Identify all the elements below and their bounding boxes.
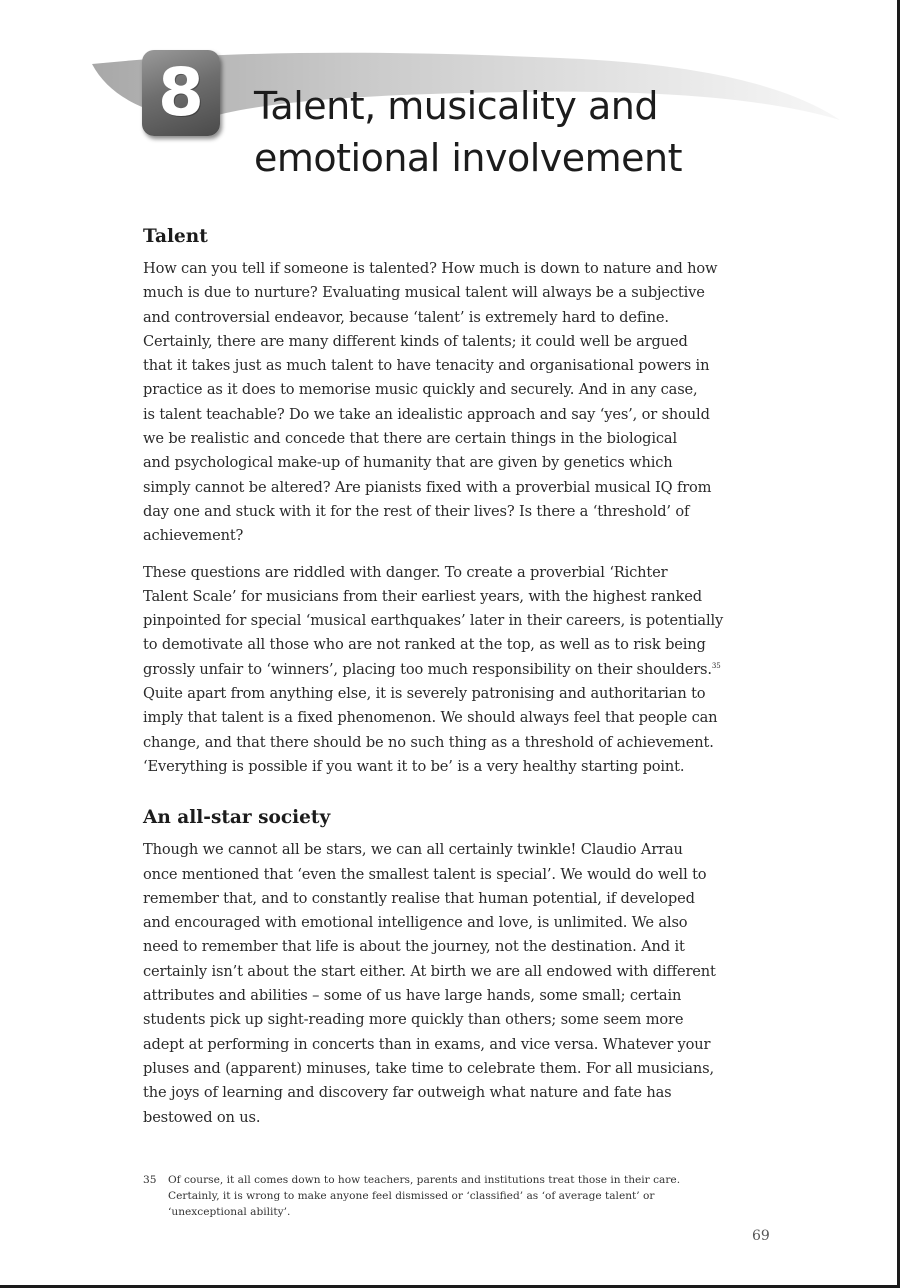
- text-line: need to remember that life is about the journey, not the destination. And it: [143, 938, 685, 956]
- text-line: imply that talent is a fixed phenomenon. We should always feel that people can: [143, 709, 718, 727]
- text-line: practice as it does to memorise music quickly and securely. And in any case,: [143, 381, 698, 399]
- footnote-text: [168, 1172, 680, 1220]
- text-line: bestowed on us.: [143, 1108, 261, 1126]
- text-line: and psychological make-up of humanity that are given by genetics which: [143, 454, 673, 472]
- page-number: 69: [752, 1228, 770, 1244]
- text-line: day one and stuck with it for the rest of their lives? Is there a ‘threshold’ of: [143, 502, 690, 520]
- footnote-number: 35: [143, 1174, 157, 1186]
- chapter-number-badge: [142, 50, 220, 136]
- paragraph: [143, 561, 783, 780]
- text-line: is talent teachable? Do we take an idealistic approach and say ‘yes’, or should: [143, 405, 710, 423]
- chapter-title-line: Talent, musicality and: [254, 84, 658, 128]
- text-line: that it takes just as much talent to have tenacity and organisational powers in: [143, 357, 710, 375]
- section-heading: An all-star society: [143, 807, 331, 829]
- text-line: Quite apart from anything else, it is severely patronising and authoritarian to: [143, 685, 706, 703]
- text-line: we be realistic and concede that there are certain things in the biological: [143, 430, 677, 448]
- text-line: Talent Scale’ for musicians from their earliest years, with the highest ranked: [143, 587, 702, 605]
- text-line: once mentioned that ‘even the smallest talent is special’. We would do well to: [143, 865, 707, 883]
- text-line: achievement?: [143, 527, 244, 545]
- section-talent: [143, 226, 783, 779]
- paragraph: [143, 838, 783, 1130]
- text-line: How can you tell if someone is talented? How much is down to nature and how: [143, 260, 718, 277]
- text-line: These questions are riddled with danger. To create a proverbial ‘Richter: [143, 563, 668, 581]
- footnote-line: Of course, it all comes down to how teachers, parents and institutions treat those in their care.: [168, 1174, 681, 1186]
- text-line: to demotivate all those who are not ranked at the top, as well as to risk being: [143, 636, 706, 654]
- footnote-line: ‘unexceptional ability’.: [168, 1206, 291, 1218]
- chapter-title: [254, 80, 682, 184]
- footnote-line: Certainly, it is wrong to make anyone feel dismissed or ‘classified’ as ‘of average talent’ or: [168, 1190, 655, 1202]
- text-line: much is due to nurture? Evaluating musical talent will always be a subjective: [143, 284, 705, 302]
- text-line: the joys of learning and discovery far outweigh what nature and fate has: [143, 1084, 672, 1102]
- chapter-title-line: emotional involvement: [254, 136, 683, 180]
- text-line: grossly unfair to ‘winners’, placing too much responsibility on their shoulders.: [143, 660, 712, 678]
- text-line-with-footnote: [143, 658, 783, 682]
- text-line: ‘Everything is possible if you want it to be’ is a very healthy starting point.: [143, 757, 685, 775]
- text-line: and controversial endeavor, because ‘talent’ is extremely hard to define.: [143, 308, 669, 326]
- chapter-number: 8: [158, 54, 204, 131]
- section-all-star-society: [143, 807, 783, 1130]
- text-line: pinpointed for special ‘musical earthquakes’ later in their careers, is potentially: [143, 612, 724, 630]
- text-line: adept at performing in concerts than in exams, and vice versa. Whatever your: [143, 1035, 711, 1053]
- paragraph: [143, 257, 783, 549]
- text-line: pluses and (apparent) minuses, take time to celebrate them. For all musicians,: [143, 1059, 715, 1077]
- text-line: simply cannot be altered? Are pianists fixed with a proverbial musical IQ from: [143, 478, 712, 496]
- footnote-reference[interactable]: 35: [711, 661, 721, 670]
- text-line: Though we cannot all be stars, we can all certainly twinkle! Claudio Arrau: [143, 841, 683, 859]
- text-line: attributes and abilities – some of us have large hands, some small; certain: [143, 987, 682, 1005]
- main-content: [143, 226, 783, 1142]
- section-heading: Talent: [143, 226, 208, 247]
- text-line: students pick up sight-reading more quickly than others; some seem more: [143, 1011, 684, 1029]
- text-line: change, and that there should be no such thing as a threshold of achievement.: [143, 733, 714, 751]
- text-line: remember that, and to constantly realise that human potential, if developed: [143, 889, 695, 907]
- text-line: and encouraged with emotional intelligence and love, is unlimited. We also: [143, 914, 688, 932]
- text-line: certainly isn’t about the start either. At birth we are all endowed with different: [143, 962, 716, 980]
- text-line: Certainly, there are many different kinds of talents; it could well be argued: [143, 332, 688, 350]
